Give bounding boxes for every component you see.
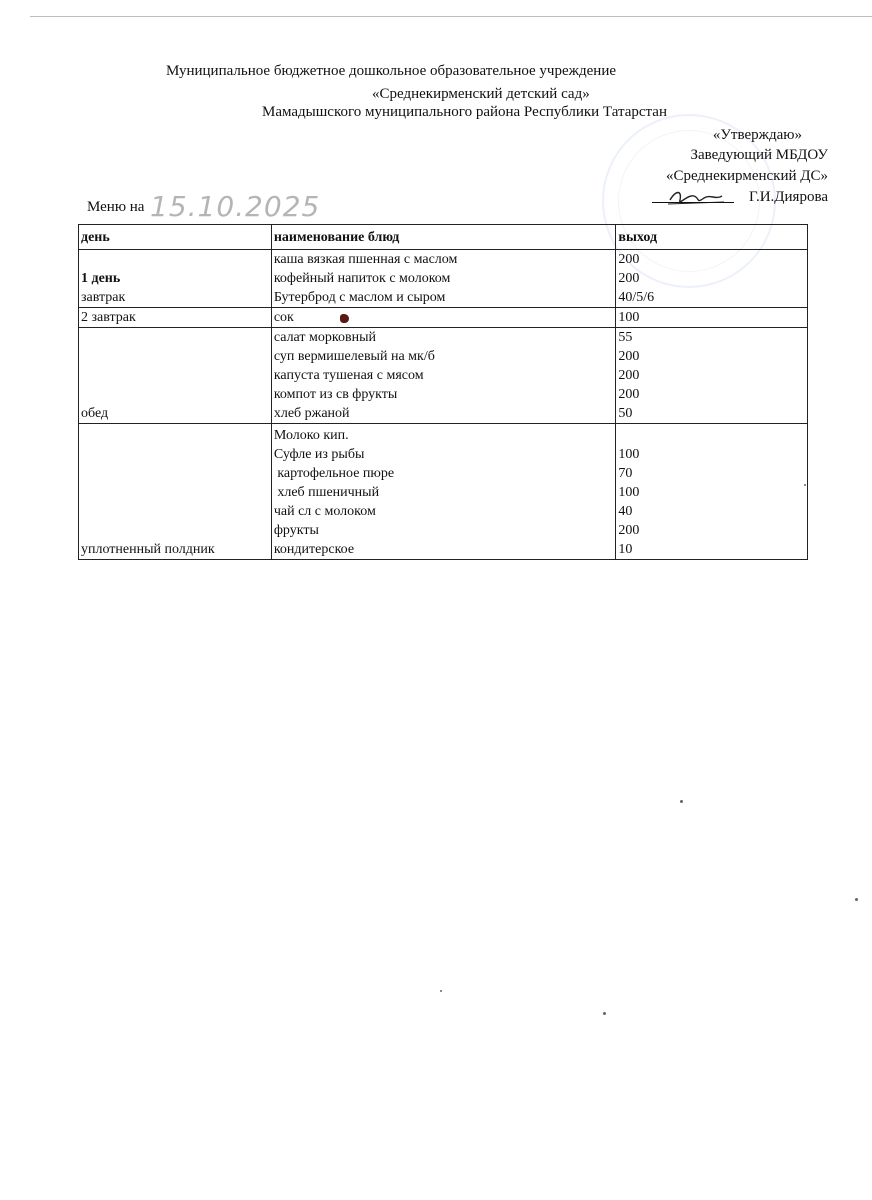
scan-speck <box>440 990 442 992</box>
scan-speck <box>680 800 683 803</box>
dishes-cell <box>271 308 616 328</box>
signature-line <box>652 202 734 203</box>
dishes-cell <box>271 328 616 424</box>
approval-signatory-name: Г.И.Диярова <box>748 189 828 205</box>
meal-label: 2 завтрак <box>81 310 136 325</box>
approval-title: «Утверждаю» <box>712 127 802 143</box>
outputs-cell <box>616 250 808 308</box>
dish-item: Молоко кип. <box>273 428 349 443</box>
dish-item: салат морковный <box>273 330 376 345</box>
scan-speck <box>855 898 858 901</box>
output-value: 40/5/6 <box>618 290 655 305</box>
meal-cell <box>79 308 272 328</box>
menu-date-label: Меню на <box>87 199 145 215</box>
dish-item: фрукты <box>273 523 319 538</box>
output-value: 70 <box>618 466 633 481</box>
ink-blot <box>340 314 349 323</box>
header-kindergarten-name: «Среднекирменский детский сад» <box>372 86 590 102</box>
output-value: 50 <box>618 406 633 421</box>
output-value: 200 <box>618 271 640 286</box>
output-value: 100 <box>618 310 640 325</box>
dish-item: компот из св фрукты <box>273 387 398 402</box>
menu-table-header-row <box>79 225 808 250</box>
output-value: 200 <box>618 349 640 364</box>
scan-speck <box>804 484 806 486</box>
dishes-cell <box>271 250 616 308</box>
table-row-breakfast <box>79 250 808 308</box>
meal-cell <box>79 328 272 424</box>
column-header-output: выход <box>616 225 808 250</box>
dish-item: суп вермишелевый на мк/б <box>273 349 435 364</box>
dish-item: каша вязкая пшенная с маслом <box>273 252 458 267</box>
table-row-afternoon-snack <box>79 424 808 560</box>
dish-item: хлеб ржаной <box>273 406 350 421</box>
dish-item: Суфле из рыбы <box>273 447 365 462</box>
outputs-cell <box>616 328 808 424</box>
dish-item: сок <box>273 310 294 325</box>
dish-item: капуста тушеная с мясом <box>273 368 424 383</box>
meal-label: обед <box>81 406 109 421</box>
header-institution-line: Муниципальное бюджетное дошкольное образовательное учреждение <box>166 63 616 79</box>
day-label: 1 день <box>81 271 121 286</box>
output-value: 55 <box>618 330 633 345</box>
table-row-lunch <box>79 328 808 424</box>
column-header-dishes: наименование блюд <box>271 225 616 250</box>
dish-item: чай сл с молоком <box>273 504 376 519</box>
dish-item: картофельное пюре <box>273 466 395 481</box>
output-value: 200 <box>618 523 640 538</box>
output-value: 200 <box>618 368 640 383</box>
dish-item: кондитерское <box>273 542 355 557</box>
table-row-second-breakfast <box>79 308 808 328</box>
outputs-cell <box>616 424 808 560</box>
output-value: 40 <box>618 504 633 519</box>
outputs-cell <box>616 308 808 328</box>
output-value: 100 <box>618 485 640 500</box>
output-value: 200 <box>618 252 640 267</box>
meal-cell <box>79 424 272 560</box>
dish-item: Бутерброд с маслом и сыром <box>273 290 446 305</box>
menu-table <box>78 224 808 560</box>
dishes-cell <box>271 424 616 560</box>
column-header-day: день <box>79 225 272 250</box>
approval-organization: «Среднекирменский ДС» <box>665 168 828 184</box>
menu-date-handwritten: 15.10.2025 <box>150 190 321 223</box>
dish-item: хлеб пшеничный <box>273 485 380 500</box>
handwritten-signature <box>666 186 726 208</box>
header-district-line: Мамадышского муниципального района Республики Татарстан <box>262 104 667 120</box>
approval-position: Заведующий МБДОУ <box>690 147 828 163</box>
output-value: 10 <box>618 542 633 557</box>
meal-cell <box>79 250 272 308</box>
meal-label: уплотненный полдник <box>81 542 215 557</box>
output-value: 200 <box>618 387 640 402</box>
scan-speck <box>603 1012 606 1015</box>
dish-item: кофейный напиток с молоком <box>273 271 451 286</box>
scan-edge-line <box>30 16 872 17</box>
output-value: 100 <box>618 447 640 462</box>
meal-label: завтрак <box>81 290 126 305</box>
